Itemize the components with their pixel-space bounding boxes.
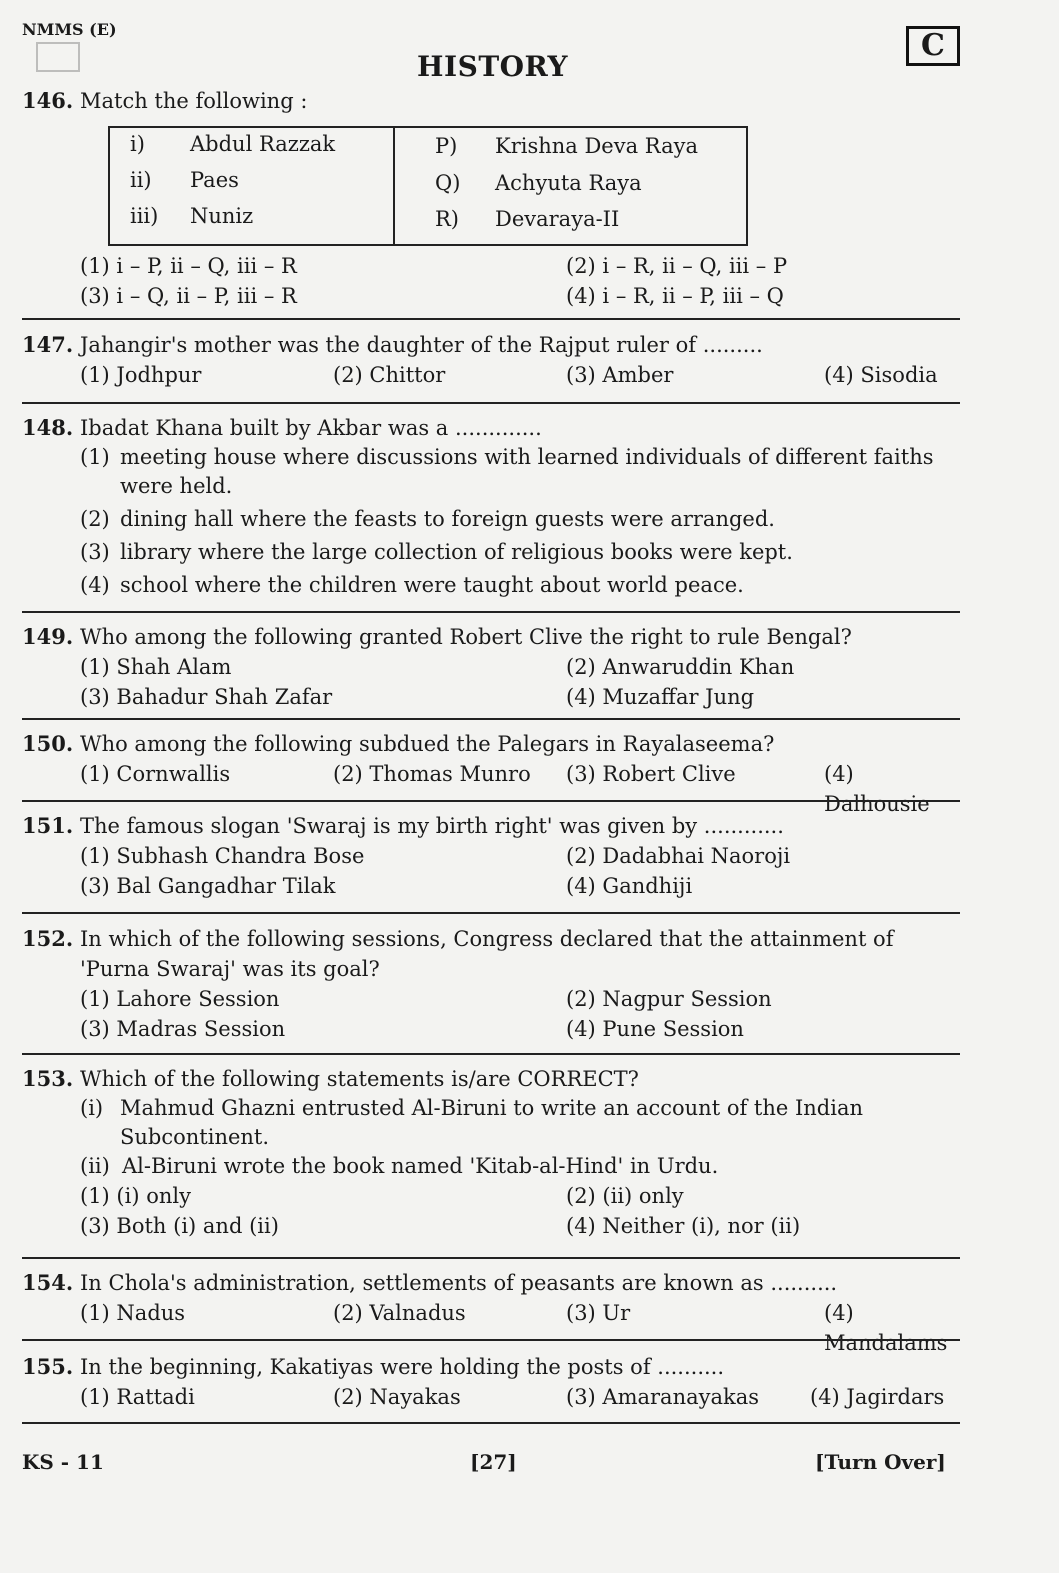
match-right-row: Q) Achyuta Raya — [435, 171, 642, 195]
match-left-row: iii) Nuniz — [130, 204, 254, 228]
question-text: Which of the following statements is/are CORRECT? — [80, 1067, 639, 1091]
option: dining hall where the feasts to foreign guests were arranged. — [120, 507, 775, 531]
question-text: The famous slogan 'Swaraj is my birth right' was given by ............ — [80, 814, 784, 838]
question-text: Who among the following granted Robert Clive the right to rule Bengal? — [80, 625, 852, 649]
exam-code: NMMS (E) — [22, 20, 117, 39]
option: (3) Both (i) and (ii) — [80, 1214, 279, 1238]
option: (4) Sisodia — [824, 363, 938, 387]
question-text: In which of the following sessions, Congress declared that the attainment of 'Purna Swaraj' was its goal? — [80, 927, 894, 981]
option: (3) i – Q, ii – P, iii – R — [80, 284, 297, 308]
option: (1) Cornwallis — [80, 762, 231, 786]
option: (2) Chittor — [333, 363, 446, 387]
question-152 — [22, 924, 960, 1044]
turn-over-label: [Turn Over] — [815, 1450, 946, 1474]
option: (2) Dadabhai Naoroji — [566, 844, 791, 868]
option: school where the children were taught about world peace. — [120, 573, 744, 597]
question-separator — [22, 1339, 960, 1341]
question-text: In the beginning, Kakatiyas were holding the posts of .......... — [80, 1355, 725, 1379]
question-separator — [22, 912, 960, 914]
option: (4) Pune Session — [566, 1017, 744, 1041]
option: (3) Bahadur Shah Zafar — [80, 685, 333, 709]
option: (3) Amber — [566, 363, 674, 387]
question-text: Jahangir's mother was the daughter of the Rajput ruler of ......... — [80, 333, 763, 357]
question-154 — [22, 1268, 960, 1358]
question-146-options — [22, 251, 960, 311]
option: (2) (ii) only — [566, 1184, 684, 1208]
option: (4) Mandalams — [824, 1301, 948, 1355]
option: (1) Lahore Session — [80, 987, 280, 1011]
option: (1) (i) only — [80, 1184, 191, 1208]
option: (4) Dalhousie — [824, 762, 930, 816]
option: (3) Madras Session — [80, 1017, 286, 1041]
question-separator — [22, 318, 960, 320]
question-number: 152. — [22, 926, 74, 951]
match-table-divider — [393, 128, 395, 244]
option: (4) Jagirdars — [810, 1385, 945, 1409]
question-separator — [22, 718, 960, 720]
question-149 — [22, 622, 960, 712]
option: (2) i – R, ii – Q, iii – P — [566, 254, 788, 278]
question-separator — [22, 800, 960, 802]
paper-code-box: C — [906, 26, 960, 66]
option: (2) Nagpur Session — [566, 987, 772, 1011]
match-right-row: P) Krishna Deva Raya — [435, 134, 698, 158]
option: (1) Jodhpur — [80, 363, 202, 387]
option: (3) Robert Clive — [566, 762, 736, 786]
option: (4) i – R, ii – P, iii – Q — [566, 284, 784, 308]
question-number: 146. — [22, 88, 74, 113]
question-separator — [22, 1053, 960, 1055]
question-separator — [22, 402, 960, 404]
question-151 — [22, 811, 960, 901]
question-number: 154. — [22, 1270, 74, 1295]
question-separator — [22, 611, 960, 613]
footer-code: KS - 11 — [22, 1450, 104, 1474]
question-153: 153. Which of the following statements is/are CORRECT? (i) Mahmud Ghazni entrusted Al-Biruni to write an account of the Indian Subcontinent. (ii) Al-Biruni wrote the book named 'Kitab-al-Hind' in Urdu. (1) (i) only (2) (ii) only (3) Both (i) and (ii) (4) Neither (i), nor (ii) — [22, 1064, 960, 1241]
question-text: Who among the following subdued the Palegars in Rayalaseema? — [80, 732, 775, 756]
question-147 — [22, 330, 960, 390]
question-number: 147. — [22, 332, 74, 357]
page-number: [27] — [470, 1450, 517, 1474]
match-right-row: R) Devaraya-II — [435, 207, 620, 231]
question-separator — [22, 1422, 960, 1424]
option: (1) i – P, ii – Q, iii – R — [80, 254, 297, 278]
question-text: Match the following : — [80, 89, 308, 113]
question-146 — [22, 86, 960, 116]
statement: Al-Biruni wrote the book named 'Kitab-al-Hind' in Urdu. — [122, 1154, 719, 1178]
option: (2) Anwaruddin Khan — [566, 655, 795, 679]
option: (3) Amaranayakas — [566, 1385, 760, 1409]
question-separator — [22, 1257, 960, 1259]
option: (1) Shah Alam — [80, 655, 232, 679]
question-number: 149. — [22, 624, 74, 649]
option: (1) Subhash Chandra Bose — [80, 844, 365, 868]
option: (4) Gandhiji — [566, 874, 693, 898]
statement: Mahmud Ghazni entrusted Al-Biruni to write an account of the Indian Subcontinent. — [120, 1096, 864, 1149]
question-number: 150. — [22, 731, 74, 756]
match-left-row: ii) Paes — [130, 168, 239, 192]
match-table — [108, 126, 748, 246]
option: (1) Rattadi — [80, 1385, 195, 1409]
question-text: In Chola's administration, settlements of peasants are known as .......... — [80, 1271, 838, 1295]
question-number: 151. — [22, 813, 74, 838]
question-148: 148. Ibadat Khana built by Akbar was a ............. (1) meeting house where discussions with learned individuals of different faiths were held. (2) dining hall where the feasts to foreign guests were arranged. (3) library where the large collection of religious books were kept. (4) school where the children were taught about world peace. — [22, 413, 960, 600]
question-number: 155. — [22, 1354, 74, 1379]
question-number: 148. — [22, 415, 74, 440]
match-left-row: i) Abdul Razzak — [130, 132, 336, 156]
option: (3) Bal Gangadhar Tilak — [80, 874, 336, 898]
question-155 — [22, 1352, 960, 1412]
option: meeting house where discussions with learned individuals of different faiths were held. — [120, 445, 934, 498]
option: (4) Neither (i), nor (ii) — [566, 1214, 801, 1238]
option: (2) Valnadus — [333, 1301, 466, 1325]
option: (2) Nayakas — [333, 1385, 461, 1409]
option: (1) Nadus — [80, 1301, 186, 1325]
option: (2) Thomas Munro — [333, 762, 531, 786]
question-number: 153. — [22, 1066, 74, 1091]
question-text: Ibadat Khana built by Akbar was a ............. — [80, 416, 542, 440]
section-title: HISTORY — [417, 50, 568, 83]
option: (3) Ur — [566, 1301, 631, 1325]
option: library where the large collection of religious books were kept. — [120, 540, 793, 564]
option: (4) Muzaffar Jung — [566, 685, 755, 709]
question-150 — [22, 729, 960, 819]
